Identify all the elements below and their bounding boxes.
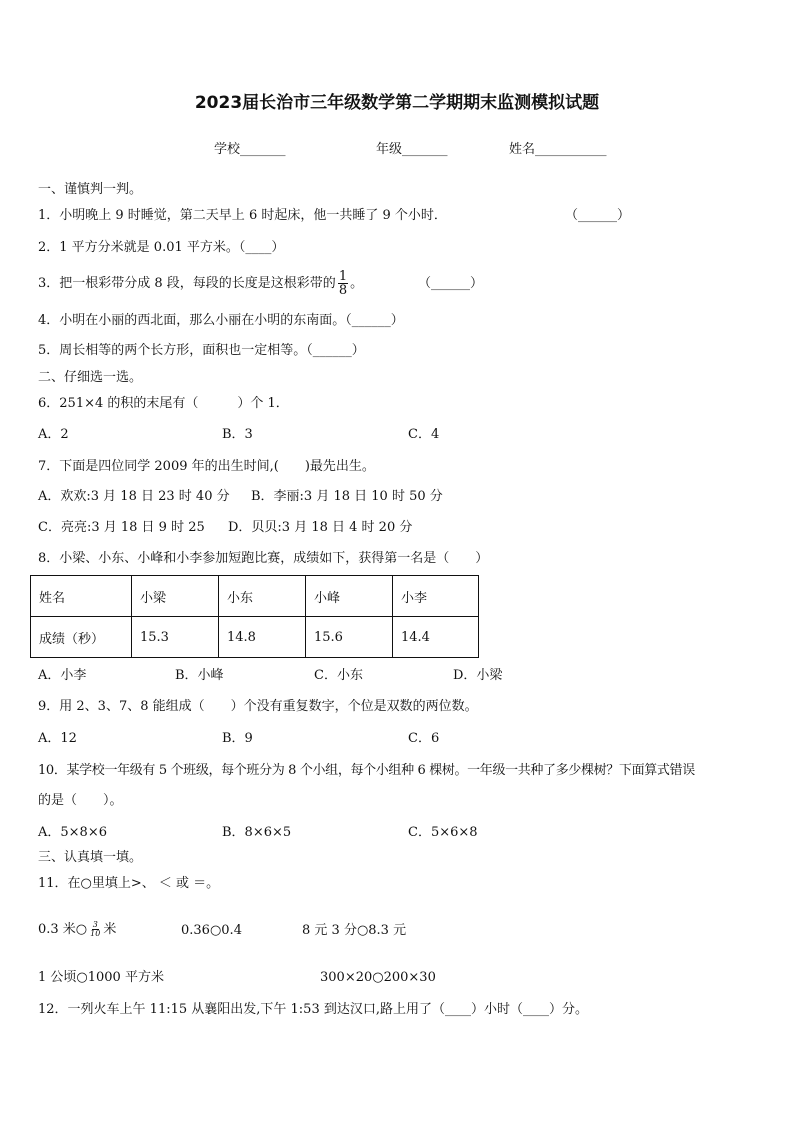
section-1-heading: 一、谨慎判一判。 [38,182,143,197]
q11-item-1-unit: 米 [103,922,117,937]
q10-option-a[interactable]: A．5×8×6 [38,825,107,840]
fraction-numerator: 1 [338,269,348,284]
table-cell: 小东 [219,576,306,617]
q8-option-a[interactable]: A．小李 [38,668,87,683]
section-3-heading: 三、认真填一填。 [38,850,143,865]
table-cell: 小梁 [132,576,219,617]
table-cell: 14.8 [219,617,306,658]
question-1 [38,207,447,225]
question-1-answer-blank[interactable]: （______） [565,208,631,223]
q7-option-c[interactable]: C．亮亮:3 月 18 日 9 时 25 [38,520,205,535]
q9-option-a[interactable]: A．12 [38,731,77,746]
question-12: 12．一列火车上午 11:15 从襄阳出发,下午 1:53 到达汉口,路上用了（____）小时（____）分。 [38,1002,588,1017]
q11-item-2[interactable]: 0.36○0.4 [181,923,242,938]
school-field[interactable] [214,141,286,159]
question-11: 11．在○里填上>、 ＜ 或 ＝。 [38,876,220,891]
table-cell: 小李 [393,576,479,617]
q7-option-a[interactable]: A．欢欢:3 月 18 日 23 时 40 分 [38,489,230,504]
page-title: 2023届长治市三年级数学第二学期期末监测模拟试题 [194,93,600,113]
table-cell: 14.4 [393,617,479,658]
question-7: 7．下面是四位同学 2009 年的出生时间,( )最先出生。 [38,459,375,474]
question-6: 6．251×4 的积的末尾有（ ）个 1． [38,396,289,411]
score-table [30,575,479,658]
question-9: 9．用 2、3、7、8 能组成（ ）个没有重复数字，个位是双数的两位数。 [38,699,478,714]
q6-option-b[interactable]: B．3 [222,427,253,442]
fraction-denominator: 10 [90,929,101,938]
grade-field[interactable] [376,141,448,159]
q11-item-3[interactable]: 8 元 3 分○8.3 元 [302,923,407,938]
question-3-answer-blank[interactable]: （______） [418,276,484,291]
table-cell: 15.3 [132,617,219,658]
q6-option-a[interactable]: A．2 [38,427,69,442]
name-field[interactable] [509,141,607,159]
question-10-line-2: 的是（ ）。 [38,793,123,808]
table-cell: 姓名 [31,576,132,617]
fraction-denominator: 8 [338,283,348,298]
name-label: 姓名 [509,142,536,157]
fraction-numerator: 3 [92,920,98,929]
q11-item-5[interactable]: 300×20○200×30 [320,970,436,985]
question-3-end: 。 [350,276,364,291]
q9-option-b[interactable]: B．9 [222,731,253,746]
name-blank: ___________ [535,142,607,157]
school-label: 学校 [214,142,241,157]
q7-option-b[interactable]: B．李丽:3 月 18 日 10 时 50 分 [251,489,443,504]
table-cell: 小峰 [306,576,393,617]
q11-item-1-left: 0.3 米○ [38,922,88,937]
question-3-text: 3．把一根彩带分成 8 段，每段的长度是这根彩带的 [38,276,336,291]
table-header-row [31,576,479,617]
table-cell: 15.6 [306,617,393,658]
q11-item-1[interactable] [38,915,116,945]
table-row [31,617,479,658]
q6-option-c[interactable]: C．4 [408,427,440,442]
q7-option-d[interactable]: D．贝贝:3 月 18 日 4 时 20 分 [228,520,413,535]
grade-blank: _______ [402,142,448,157]
q10-option-c[interactable]: C．5×6×8 [408,825,478,840]
question-5: 5．周长相等的两个长方形，面积也一定相等。（______） [38,343,365,358]
question-10-line-1: 10．某学校一年级有 5 个班级，每个班分为 8 个小组，每个小组种 6 棵树。一年级一共种了多少棵树？下面算式错误 [38,763,695,778]
table-cell: 成绩（秒） [31,617,132,658]
question-8: 8．小梁、小东、小峰和小李参加短跑比赛，成绩如下，获得第一名是（ ） [38,551,489,566]
question-1-text: 1．小明晚上 9 时睡觉，第二天早上 6 时起床，他一共睡了 9 个小时． [38,208,447,223]
fraction-one-eighth [338,270,348,297]
question-3 [38,268,363,300]
grade-label: 年级 [376,142,403,157]
q11-item-4[interactable]: 1 公顷○1000 平方米 [38,970,164,985]
q10-option-b[interactable]: B．8×6×5 [222,825,292,840]
fraction-three-tenths [89,921,101,938]
q8-option-b[interactable]: B．小峰 [175,668,224,683]
q8-option-c[interactable]: C．小东 [314,668,363,683]
q9-option-c[interactable]: C．6 [408,731,440,746]
school-blank: _______ [240,142,286,157]
section-2-heading: 二、仔细选一选。 [38,370,143,385]
question-2: 2．1 平方分米就是 0.01 平方米。（____） [38,240,285,255]
q8-option-d[interactable]: D．小梁 [453,668,503,683]
question-4: 4．小明在小丽的西北面，那么小丽在小明的东南面。（______） [38,313,404,328]
